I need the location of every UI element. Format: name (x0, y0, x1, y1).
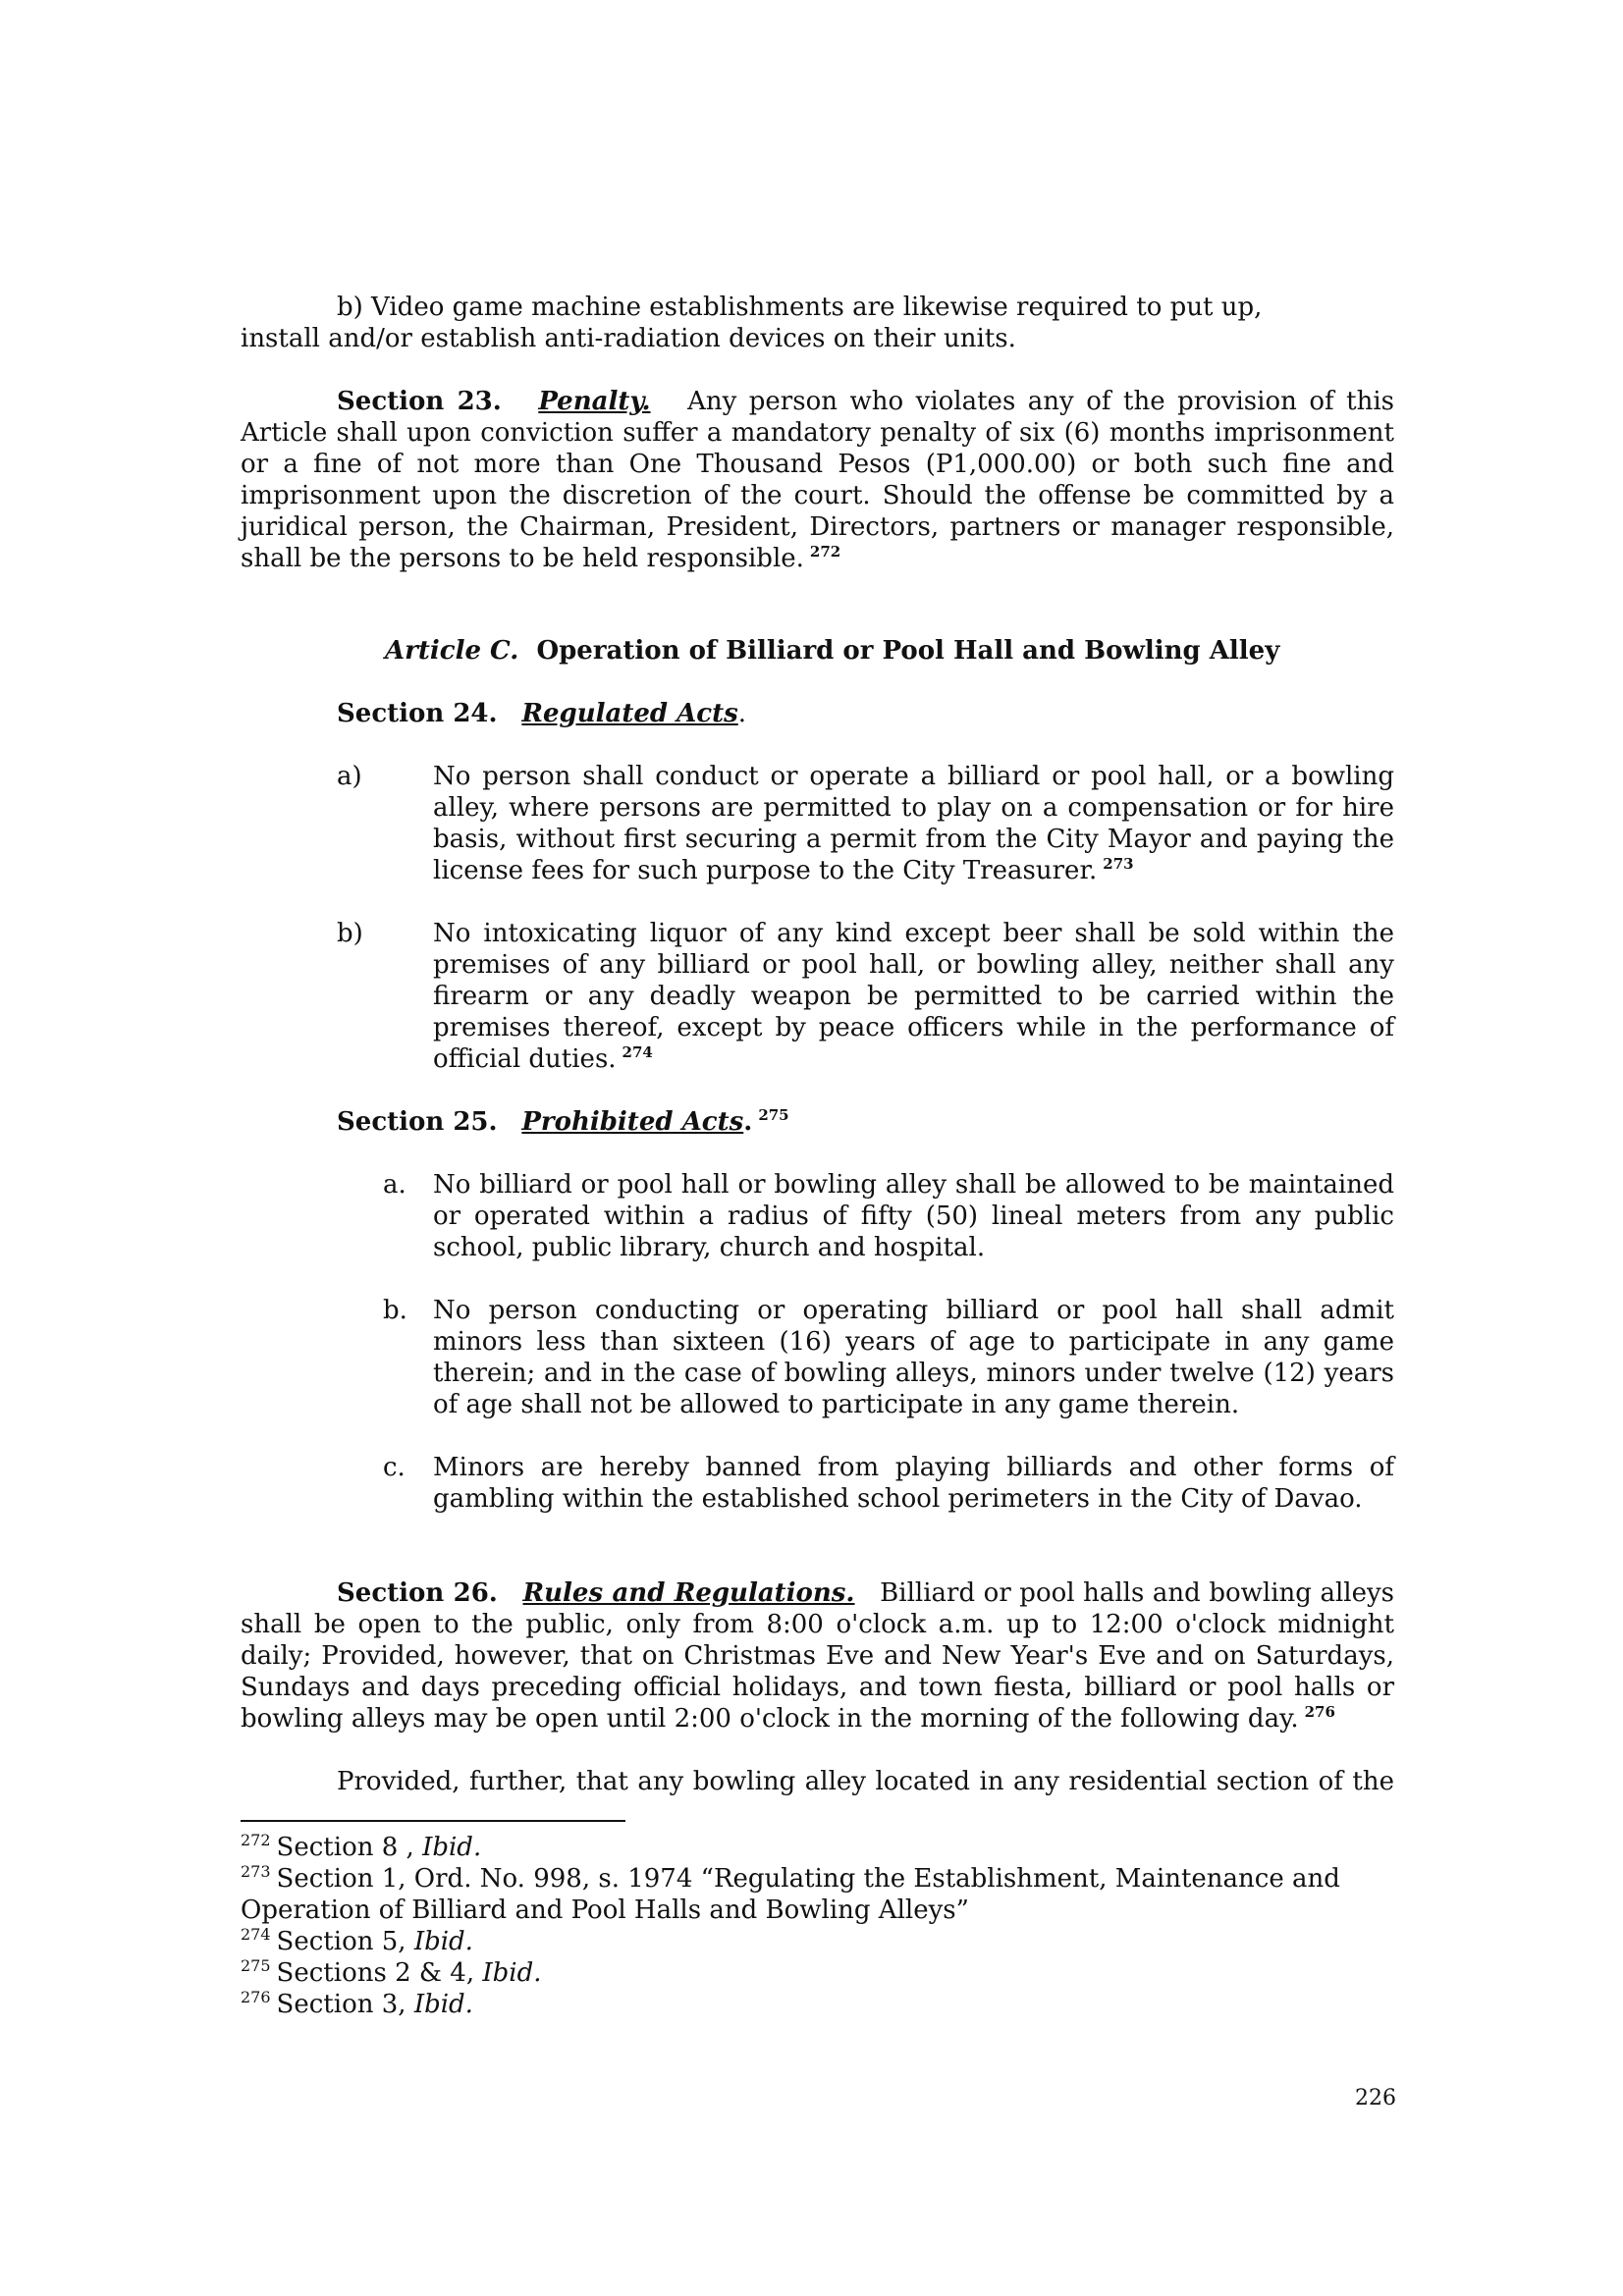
footnote-272 (241, 1832, 1394, 1863)
footnote-number: 275 (241, 1956, 271, 1976)
footnote-text: Section 1, Ord. No. 998, s. 1974 “Regulating the Establishment, Maintenance and Operation of Billiard and Pool Halls and Bowling Alleys” (241, 1864, 1340, 1925)
section-25-period: . (743, 1107, 753, 1137)
section-25-title: Section 25. (337, 1107, 498, 1137)
section-24-period: . (737, 699, 747, 728)
video-game-line-2: install and/or establish anti-radiation devices on their units. (241, 324, 1016, 353)
footnote-275 (241, 1957, 1394, 1989)
section-23-paragraph (241, 386, 1394, 574)
section-26-name: Rules and Regulations. (522, 1578, 855, 1608)
footnote-separator (241, 1820, 625, 1822)
footnote-ibid: Ibid. (413, 1990, 473, 2019)
page-number: 226 (1355, 2086, 1396, 2110)
section-25-name: Prohibited Acts (521, 1107, 744, 1137)
section-25-b-text: No person conducting or operating billiard or pool hall shall admit minors less than sixteen (16) years of age to participate in any game therein; and in the case of bowling alleys, minors under twelve (12) years of age shall not be allowed to participate in any game therein. (433, 1296, 1394, 1419)
article-label: Article C. (385, 636, 519, 666)
footnote-text: Sections 2 & 4, (276, 1958, 483, 1988)
footnote-273 (241, 1863, 1394, 1926)
provided-further-paragraph: Provided, further, that any bowling alley located in any residential section of the (337, 1767, 1394, 1796)
article-c-heading (385, 635, 1465, 667)
section-25-c-text: Minors are hereby banned from playing billiards and other forms of gambling within the established school perimeters in the City of Davao. (433, 1453, 1394, 1514)
section-24-heading (337, 698, 1394, 729)
section-24-title: Section 24. (337, 699, 498, 728)
footnote-ref-273: 273 (1103, 855, 1134, 874)
list-marker: a) (337, 762, 362, 791)
footnote-ref-275: 275 (758, 1106, 789, 1125)
footnote-text: Section 8 , (276, 1833, 423, 1862)
section-26-title: Section 26. (337, 1578, 498, 1608)
footnote-number: 273 (241, 1862, 271, 1882)
list-marker: c. (383, 1453, 406, 1482)
section-23-text: Any person who violates any of the provision of this Article shall upon conviction suffer a mandatory penalty of six (6) months imprisonment or a fine of not more than One Thousand Pesos (P1,000.00) or both such fine and imprisonment upon the discretion of the court. Should the offense be committed by a juridical person, the Chairman, President, Directors, partners or manager responsible, shall be the persons to be held responsible. (241, 387, 1394, 573)
section-26-text: Billiard or pool halls and bowling alleys shall be open to the public, only from 8:00 o'clock a.m. up to 12:00 o'clock midnight daily; Provided, however, that on Christmas Eve and New Year's Eve and on Saturdays, Sundays and days preceding official holidays, and town fiesta, billiard or pool halls or bowling alleys may be open until 2:00 o'clock in the morning of the following day. (241, 1578, 1395, 1734)
list-marker: b. (383, 1296, 407, 1325)
footnote-number: 276 (241, 1988, 271, 2007)
footnote-ibid: Ibid. (413, 1927, 473, 1956)
footnote-number: 272 (241, 1831, 271, 1850)
list-item-text (433, 761, 1394, 886)
list-marker: a. (383, 1170, 406, 1200)
section-24-name: Regulated Acts (521, 699, 738, 728)
video-game-line-1: b) Video game machine establishments are likewise required to put up, (337, 293, 1263, 322)
list-item-text (433, 918, 1394, 1075)
section-23-title: Section 23. (337, 387, 502, 416)
section-25-heading (337, 1106, 1394, 1138)
list-marker: b) (337, 919, 363, 948)
section-25-a-text: No billiard or pool hall or bowling alley shall be allowed to be maintained or operated within a radius of fifty (50) lineal meters from any public school, public library, church and hospital. (433, 1170, 1394, 1262)
section-26-paragraph (241, 1577, 1394, 1735)
footnote-ibid: Ibid. (482, 1958, 542, 1988)
footnote-ibid: Ibid. (422, 1833, 482, 1862)
footnote-text: Section 3, (276, 1990, 414, 2019)
section-24-a-text: No person shall conduct or operate a billiard or pool hall, or a bowling alley, where persons are permitted to play on a compensation or for hire basis, without first securing a permit from the City Mayor and paying the license fees for such purpose to the City Treasurer. (433, 762, 1394, 885)
footnote-274 (241, 1926, 1394, 1957)
footnote-ref-276: 276 (1304, 1703, 1335, 1722)
footnote-ref-272: 272 (809, 543, 841, 561)
footnotes (241, 1832, 1394, 2020)
section-24-b-text: No intoxicating liquor of any kind except beer shall be sold within the premises of any billiard or pool hall, or bowling alley, neither shall any firearm or any deadly weapon be permitted to be carried within the premises thereof, except by peace officers while in the performance of official duties. (433, 919, 1394, 1074)
video-game-paragraph (241, 292, 1394, 354)
article-title: Operation of Billiard or Pool Hall and Bowling Alley (536, 636, 1280, 666)
footnote-text: Section 5, (276, 1927, 414, 1956)
footnote-number: 274 (241, 1925, 271, 1945)
section-23-name: Penalty. (538, 387, 651, 416)
footnote-276 (241, 1989, 1394, 2020)
footnote-ref-274: 274 (622, 1043, 653, 1062)
